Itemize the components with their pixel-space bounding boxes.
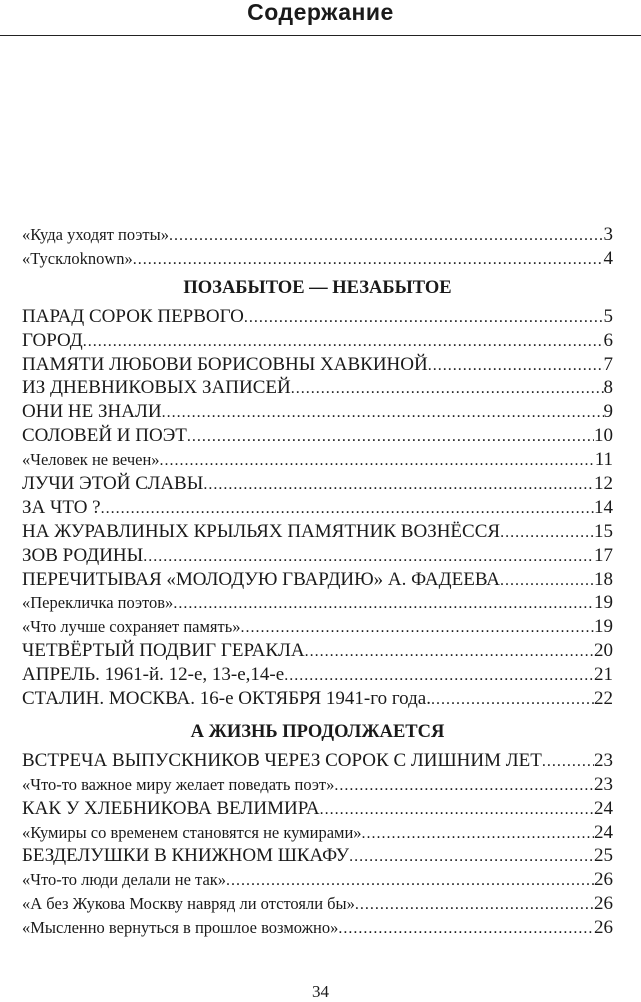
dot-leader bbox=[169, 224, 604, 248]
dot-leader bbox=[349, 845, 594, 869]
toc-entry bbox=[22, 591, 613, 615]
dot-leader bbox=[143, 545, 594, 569]
toc-entry bbox=[22, 472, 613, 496]
dot-leader bbox=[500, 521, 594, 545]
toc-entry bbox=[22, 892, 613, 916]
toc-entry-title: ЗОВ РОДИНЫ bbox=[22, 544, 144, 566]
dot-leader bbox=[162, 401, 604, 425]
toc-entry bbox=[22, 687, 613, 711]
toc-entry bbox=[22, 568, 613, 592]
toc-entry-page: 22 bbox=[594, 688, 613, 710]
toc-entry bbox=[22, 773, 613, 797]
toc-entry-title: БЕЗДЕЛУШКИ В КНИЖНОМ ШКАФУ bbox=[22, 845, 350, 867]
dot-leader bbox=[133, 248, 604, 272]
toc-entry-title: ПЕРЕЧИТЫВАЯ «МОЛОДУЮ ГВАРДИЮ» А. ФАДЕЕВА bbox=[22, 568, 501, 590]
toc-entry-title: ОНИ НЕ ЗНАЛИ bbox=[22, 401, 162, 423]
table-of-contents bbox=[22, 223, 613, 940]
dot-leader bbox=[226, 869, 594, 893]
toc-entry bbox=[22, 448, 613, 472]
toc-entry bbox=[22, 400, 613, 424]
toc-entry-page: 7 bbox=[603, 353, 613, 375]
toc-entry-page: 12 bbox=[594, 473, 613, 495]
toc-entry-title: НА ЖУРАВЛИНЫХ КРЫЛЬЯХ ПАМЯТНИК ВОЗНЁССЯ bbox=[22, 520, 501, 542]
toc-entry-page: 11 bbox=[594, 449, 613, 471]
toc-entry-page: 15 bbox=[594, 520, 613, 542]
dot-leader bbox=[291, 377, 604, 401]
toc-entry-title: ЗА ЧТО ? bbox=[22, 496, 101, 518]
toc-entry bbox=[22, 916, 613, 940]
dot-leader bbox=[355, 893, 594, 917]
toc-entry-title: «Тусклоknown» bbox=[22, 248, 133, 268]
dot-leader bbox=[203, 473, 594, 497]
toc-entry-title: «Что-то люди делали не так» bbox=[22, 870, 227, 890]
toc-entry-page: 8 bbox=[603, 377, 613, 399]
toc-entry bbox=[22, 639, 613, 663]
toc-entry bbox=[22, 749, 613, 773]
toc-entry-page: 4 bbox=[603, 247, 613, 269]
toc-entry bbox=[22, 615, 613, 639]
toc-entry-page: 19 bbox=[594, 592, 613, 614]
toc-entry bbox=[22, 844, 613, 868]
toc-entry bbox=[22, 376, 613, 400]
dot-leader bbox=[431, 688, 594, 712]
toc-entry bbox=[22, 353, 613, 377]
toc-entry-title: ЧЕТВЁРТЫЙ ПОДВИГ ГЕРАКЛА bbox=[22, 640, 305, 662]
toc-entry-page: 19 bbox=[594, 616, 613, 638]
toc-entry-page: 5 bbox=[603, 305, 613, 327]
toc-entry-title: СОЛОВЕЙ И ПОЭТ bbox=[22, 425, 187, 447]
dot-leader bbox=[320, 798, 594, 822]
dot-leader bbox=[241, 616, 594, 640]
toc-entry-title: АПРЕЛЬ. 1961-й. 12-е, 13-е,14-е bbox=[22, 664, 285, 686]
toc-entry bbox=[22, 821, 613, 845]
toc-entry-page: 24 bbox=[594, 797, 613, 819]
toc-entry-page: 9 bbox=[603, 401, 613, 423]
toc-entry-title: ВСТРЕЧА ВЫПУСКНИКОВ ЧЕРЕЗ СОРОК С ЛИШНИМ ЛЕТ bbox=[22, 749, 542, 771]
toc-entry-page: 23 bbox=[594, 773, 613, 795]
toc-entry bbox=[22, 663, 613, 687]
toc-entry-title: СТАЛИН. МОСКВА. 16-е ОКТЯБРЯ 1941-го года. bbox=[22, 688, 431, 710]
dot-leader bbox=[187, 425, 594, 449]
toc-entry-title: «Человек не вечен» bbox=[22, 450, 160, 470]
dot-leader bbox=[362, 822, 594, 846]
toc-entry-title: «Что лучше сохраняет память» bbox=[22, 617, 241, 637]
toc-entry-title: ИЗ ДНЕВНИКОВЫХ ЗАПИСЕЙ bbox=[22, 377, 291, 399]
toc-entry-page: 21 bbox=[594, 664, 613, 686]
toc-entry-page: 18 bbox=[594, 568, 613, 590]
toc-entry-title: ГОРОД bbox=[22, 329, 83, 351]
toc-entry-title: «А без Жукова Москву навряд ли отстояли бы» bbox=[22, 894, 355, 914]
toc-entry bbox=[22, 797, 613, 821]
toc-entry-page: 14 bbox=[594, 496, 613, 518]
toc-entry-title: «Мысленно вернуться в прошлое возможно» bbox=[22, 918, 339, 938]
toc-entry bbox=[22, 544, 613, 568]
toc-entry-page: 26 bbox=[594, 869, 613, 891]
toc-entry-page: 10 bbox=[594, 425, 613, 447]
dot-leader bbox=[101, 497, 594, 521]
toc-entry bbox=[22, 868, 613, 892]
toc-entry-title: ПАРАД СОРОК ПЕРВОГО bbox=[22, 305, 244, 327]
toc-entry bbox=[22, 496, 613, 520]
toc-entry bbox=[22, 305, 613, 329]
toc-entry bbox=[22, 247, 613, 271]
dot-leader bbox=[244, 306, 604, 330]
dot-leader bbox=[305, 640, 594, 664]
section-heading: А ЖИЗНЬ ПРОДОЛЖАЕТСЯ bbox=[190, 721, 445, 742]
header-rule bbox=[0, 35, 641, 36]
toc-entry bbox=[22, 520, 613, 544]
toc-entry bbox=[22, 424, 613, 448]
toc-entry-page: 26 bbox=[594, 893, 613, 915]
toc-entry-page: 24 bbox=[594, 821, 613, 843]
toc-entry-page: 17 bbox=[594, 544, 613, 566]
toc-entry-page: 6 bbox=[603, 329, 613, 351]
toc-entry-page: 25 bbox=[594, 845, 613, 867]
dot-leader bbox=[338, 917, 594, 941]
toc-entry-title: «Перекличка поэтов» bbox=[22, 593, 174, 613]
dot-leader bbox=[83, 330, 604, 354]
section-heading: ПОЗАБЫТОЕ — НЕЗАБЫТОЕ bbox=[183, 277, 452, 298]
toc-entry bbox=[22, 223, 613, 247]
toc-entry-title: КАК У ХЛЕБНИКОВА ВЕЛИМИРА bbox=[22, 797, 320, 819]
toc-entry-title: «Что-то важное миру желает поведать поэт» bbox=[22, 774, 335, 794]
toc-entry bbox=[22, 329, 613, 353]
toc-entry-page: 26 bbox=[594, 917, 613, 939]
toc-entry-page: 3 bbox=[603, 224, 613, 245]
dot-leader bbox=[160, 449, 595, 473]
dot-leader bbox=[428, 354, 604, 378]
dot-leader bbox=[173, 592, 594, 616]
dot-leader bbox=[284, 664, 594, 688]
toc-entry-title: ЛУЧИ ЭТОЙ СЛАВЫ bbox=[22, 473, 204, 495]
dot-leader bbox=[542, 750, 594, 774]
toc-entry-title: «Кумиры со временем становятся не кумирами» bbox=[22, 822, 362, 842]
dot-leader bbox=[500, 569, 594, 593]
dot-leader bbox=[334, 774, 594, 798]
toc-entry-title: ПАМЯТИ ЛЮБОВИ БОРИСОВНЫ ХАВКИНОЙ bbox=[22, 353, 428, 375]
page-title: Содержание bbox=[247, 0, 394, 25]
toc-entry-page: 23 bbox=[594, 749, 613, 771]
toc-entry-title: «Куда уходят поэты» bbox=[22, 225, 169, 244]
page-number: 34 bbox=[312, 982, 329, 1001]
toc-entry-page: 20 bbox=[594, 640, 613, 662]
